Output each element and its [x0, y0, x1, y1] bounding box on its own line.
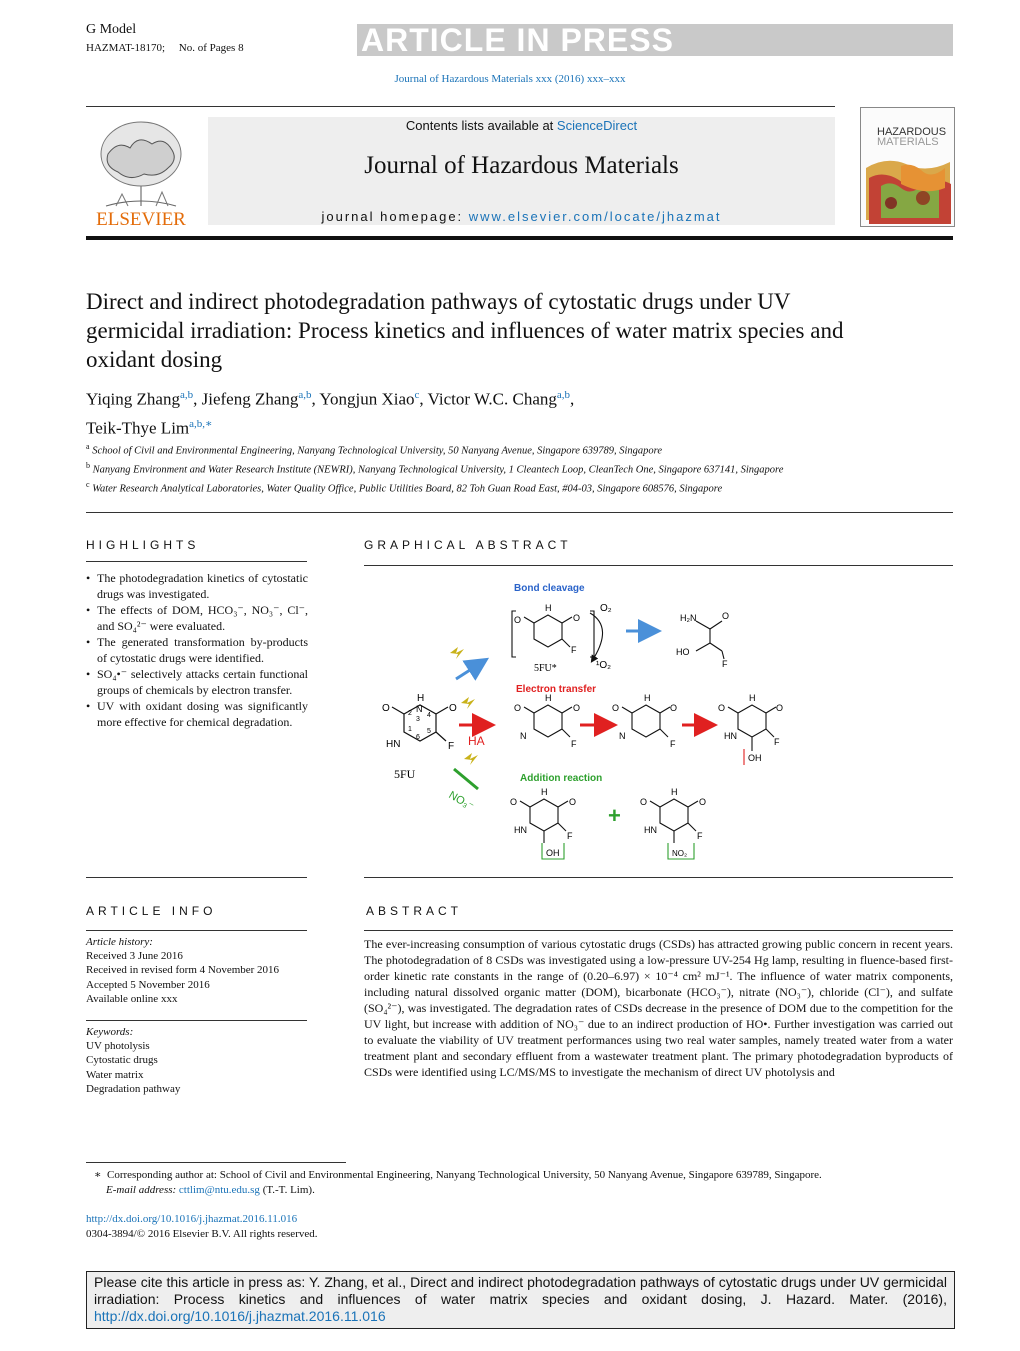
author-affiliation-mark[interactable]: a,b,∗: [189, 417, 213, 430]
uv-lightning-icon: [464, 753, 478, 765]
footnote-star: ∗: [94, 1169, 102, 1181]
atom-label: O: [612, 703, 620, 713]
publisher-name: ELSEVIER: [96, 209, 186, 230]
history-item: Available online xxx: [86, 992, 178, 1005]
graphical-abstract-rule: [364, 565, 953, 566]
atom-label: F: [448, 741, 455, 752]
atom-label: O: [449, 703, 457, 714]
abstract-text: The ever-increasing consumption of various cytostatic drugs (CSDs) has attracted growing public concern in recent years. The photodegradation of 8 CSDs was investigated using a low-pressure UV-254 Hg lamp, resulting in fluence-based first-order kinetic rate constants in the range of (0.20–6.97) × 10⁻⁴ cm² mJ⁻¹. The influence of water matrix components, including natural dissolved organic matter (DOM), bicarbonate (HCO₃⁻), nitrate (NO₃⁻), chloride (Cl⁻), and sulfate (SO₄²⁻), was investigated. The degradation rates of CSDs decrease in the presence of DOM due to the competition for the UV light, but increase with addition of NO₃⁻ due to an indirect production of HO•. Further investigation was carried out to evaluate the viability of UV treatment performances using two real water samples, namely treated water from a water treatment plant and secondary effluent from a wastewater treatment plant. The primary photodegradation byproducts of CSDs were identified using LC/MS/MS to investigate the mechanism of direct UV photolysis and: [364, 937, 953, 1079]
email-label: E-mail address:: [106, 1183, 177, 1196]
atom-label: H: [671, 787, 678, 797]
citation-text: Please cite this article in press as: Y. Zhang, et al., Direct and indirect photodegradation pathways of cytostatic drugs under UV germicidal irradiation: Process kinetics and influences of water matrix species and oxidant dosing, J. Hazard. Mater. (2016),: [94, 1274, 947, 1307]
g-model-label: G Model: [86, 22, 137, 37]
graphical-abstract-bottom-rule: [364, 877, 953, 878]
atom-label: H: [545, 603, 552, 613]
group-label: NO₂: [672, 849, 688, 858]
cover-title-1: HAZARDOUS: [877, 126, 947, 138]
molecule-radical-intermediate: [622, 705, 670, 737]
graphical-abstract-figure[interactable]: [364, 571, 953, 871]
uv-lightning-icon: [461, 697, 475, 709]
title-block-divider: [86, 512, 953, 513]
atom-label: HN: [644, 825, 657, 835]
molecule-cleavage-product: [696, 621, 724, 659]
oxygen-label: O₂: [600, 603, 612, 614]
keyword: UV photolysis: [86, 1040, 150, 1053]
history-label: Article history:: [86, 936, 153, 948]
header-divider: [86, 106, 835, 107]
reaction-scheme: [364, 571, 953, 871]
homepage-link[interactable]: www.elsevier.com/locate/jhazmat: [468, 209, 722, 224]
atom-label: H: [417, 693, 425, 704]
keywords-rule: [86, 1020, 307, 1021]
atom-label: F: [774, 737, 780, 747]
abstract-heading: ABSTRACT: [366, 904, 463, 918]
history-item: Accepted 5 November 2016: [86, 978, 210, 991]
affiliation-mark: a: [86, 442, 90, 451]
atom-label: O: [776, 703, 784, 713]
author-name[interactable]: Jiefeng Zhang: [201, 389, 299, 409]
atom-label: HN: [514, 825, 527, 835]
page-count: No. of Pages 8: [178, 42, 244, 54]
keyword: Cytostatic drugs: [86, 1054, 158, 1067]
affiliation-b: [86, 459, 846, 478]
electron-transfer-label: Electron transfer: [516, 684, 597, 695]
affiliations: [86, 440, 846, 497]
atom-label: O: [514, 615, 522, 625]
atom-label: H₂N: [680, 613, 697, 623]
highlights-bottom-rule: [86, 877, 307, 878]
cover-title-2: MATERIALS: [877, 136, 939, 148]
article-in-press-banner: [357, 24, 953, 56]
highlight-item: • The generated transformation by-products of cytostatic drugs were identified.: [86, 634, 308, 666]
atom-label: H: [545, 693, 552, 703]
atom-label: O: [382, 703, 390, 714]
elsevier-tree-icon: [86, 114, 196, 230]
author-affiliation-mark[interactable]: a,b: [556, 389, 571, 401]
citation-doi-link[interactable]: http://dx.doi.org/10.1016/j.jhazmat.2016.11.016: [94, 1308, 386, 1324]
ring-number: 2: [408, 710, 412, 717]
affiliation-mark: c: [86, 480, 90, 489]
homepage-prefix: journal homepage:: [321, 209, 469, 224]
affiliation-a: [86, 440, 846, 459]
atom-label: H: [749, 693, 756, 703]
atom-label: O: [573, 613, 581, 623]
group-label: OH: [748, 753, 762, 763]
sciencedirect-link[interactable]: ScienceDirect: [556, 118, 638, 133]
elsevier-logo[interactable]: [86, 114, 196, 230]
molecule-oh-adduct: [520, 799, 568, 859]
email-line: [86, 1183, 953, 1198]
doi-link[interactable]: http://dx.doi.org/10.1016/j.jhazmat.2016.11.016: [86, 1213, 298, 1225]
atom-label: O: [514, 703, 522, 713]
ring-number: 6: [416, 734, 420, 741]
ha-label: HA: [468, 734, 485, 748]
nitrate-label: NO₃⁻: [446, 789, 476, 813]
contents-line: [208, 118, 835, 133]
corresponding-author-footnote: [86, 1168, 953, 1197]
journal-cover-thumbnail[interactable]: [860, 107, 955, 227]
ring-number: 3: [416, 716, 420, 723]
atom-label: F: [571, 739, 577, 749]
atom-label: O: [573, 703, 581, 713]
author-separator: ,: [311, 389, 320, 409]
manuscript-code: [86, 42, 244, 54]
author-separator: ,: [193, 389, 202, 409]
uv-lightning-icon: [450, 647, 464, 659]
ring-number: 1: [408, 726, 412, 733]
atom-label: O: [510, 797, 518, 807]
corresponding-text: Corresponding author at: School of Civil and Environmental Engineering, Nanyang Technological University, 50 Nanyang Avenue, Singapore 639789, Singapore.: [106, 1169, 822, 1181]
author-affiliation-mark[interactable]: c: [414, 389, 420, 401]
paper-title: Direct and indirect photodegradation pathways of cytostatic drugs under UV germicidal irradiation: Process kinetics and influences of water matrix species and oxidant dosing: [86, 289, 844, 372]
molecule-5fu-excited: [512, 611, 603, 661]
atom-label: F: [571, 645, 577, 655]
contents-prefix: Contents lists available at: [405, 118, 557, 133]
highlight-item: • SO₄•⁻ selectively attacks certain functional groups of chemicals by electron transfer.: [86, 666, 308, 698]
cover-art-icon: [861, 108, 954, 226]
masthead-bottom-rule: [86, 236, 953, 240]
uv-arrow-direct: [456, 661, 484, 679]
author-name[interactable]: Yongjun Xiao: [319, 389, 415, 409]
highlights-rule: [86, 561, 307, 562]
atom-label: F: [697, 831, 703, 841]
atom-label: O: [670, 703, 678, 713]
author-name[interactable]: Yiqing Zhang: [86, 389, 180, 409]
affiliation-text: Water Research Analytical Laboratories, Water Quality Office, Public Utilities Board, 82 Toh Guan Road East, #04-03, Singapore 608576, Singapore: [92, 483, 723, 495]
author-separator: ,: [570, 389, 575, 409]
atom-label: O: [699, 797, 707, 807]
ring-number: 4: [427, 712, 431, 719]
bond-cleavage-label: Bond cleavage: [514, 583, 585, 594]
affiliation-text: Nanyang Environment and Water Research Institute (NEWRI), Nanyang Technological University, 1 Cleantech Loop, CleanTech One, Singapore 637141, Singapore: [92, 464, 784, 476]
author-name[interactable]: Teik-Thye Lim: [86, 418, 190, 438]
history-item: Received 3 June 2016: [86, 950, 183, 963]
atom-label: F: [567, 831, 573, 841]
article-history: [86, 935, 307, 1006]
graphical-abstract-heading: GRAPHICAL ABSTRACT: [364, 538, 572, 552]
singlet-oxygen-label: ¹O₂: [596, 660, 611, 671]
hazmat-code: HAZMAT-18170;: [86, 42, 166, 54]
nitrate-arrow: [454, 769, 478, 789]
atom-label: H: [541, 787, 548, 797]
article-info-rule: [86, 930, 307, 931]
addition-reaction-label: Addition reaction: [520, 773, 603, 784]
atom-label: HN: [724, 731, 737, 741]
keywords: [86, 1025, 307, 1096]
article-in-press-text: ARTICLE IN PRESS: [361, 22, 674, 58]
article-info-heading: ARTICLE INFO: [86, 904, 217, 918]
plus-sign: +: [608, 803, 621, 828]
atom-label: F: [722, 659, 728, 669]
ring-number: 5: [427, 728, 431, 735]
atom-label: O: [640, 797, 648, 807]
history-item: Received in revised form 4 November 2016: [86, 964, 280, 977]
atom-label: O: [722, 611, 730, 621]
5fu-excited-label: 5FU*: [534, 663, 557, 674]
atom-label: N: [619, 731, 626, 741]
atom-label: F: [670, 739, 676, 749]
highlights-list: [86, 570, 308, 730]
author-list: [86, 383, 946, 440]
keyword: Degradation pathway: [86, 1082, 181, 1095]
atom-label: O: [569, 797, 577, 807]
journal-homepage: [208, 209, 835, 224]
footnote-rule: [86, 1162, 346, 1163]
journal-title: Journal of Hazardous Materials: [364, 152, 679, 179]
highlight-item: • UV with oxidant dosing was significantly more effective for chemical degradation.: [86, 698, 308, 730]
author-separator: ,: [419, 389, 428, 409]
author-affiliation-mark[interactable]: a,b: [179, 389, 194, 401]
atom-label: N: [416, 704, 423, 714]
issn-copyright: 0304-3894/© 2016 Elsevier B.V. All rights reserved.: [86, 1227, 318, 1240]
abstract-rule: [364, 930, 953, 931]
affiliation-mark: b: [86, 461, 90, 470]
atom-label: N: [520, 731, 527, 741]
atom-label: O: [718, 703, 726, 713]
highlight-item: • The effects of DOM, HCO₃⁻, NO₃⁻, Cl⁻, and SO₄²⁻ were evaluated.: [86, 602, 308, 634]
email-suffix: (T.-T. Lim).: [262, 1183, 315, 1196]
doi-block: [86, 1212, 318, 1241]
group-label: OH: [546, 848, 560, 858]
highlight-item: • The photodegradation kinetics of cytostatic drugs was investigated.: [86, 570, 308, 602]
affiliation-text: School of Civil and Environmental Engineering, Nanyang Technological University, 50 Nanyang Avenue, Singapore 639789, Singapore: [92, 445, 663, 457]
keyword: Water matrix: [86, 1068, 144, 1081]
email-link[interactable]: cttlim@ntu.edu.sg: [178, 1183, 260, 1196]
author-affiliation-mark[interactable]: a,b: [298, 389, 312, 401]
journal-reference-link[interactable]: Journal of Hazardous Materials xxx (2016) xxx–xxx: [394, 73, 626, 85]
corresponding-line: [86, 1168, 953, 1183]
atom-label: H: [644, 693, 651, 703]
atom-label: HO: [676, 647, 690, 657]
keywords-label: Keywords:: [86, 1026, 134, 1038]
author-name[interactable]: Victor W.C. Chang: [427, 389, 557, 409]
highlights-heading: HIGHLIGHTS: [86, 538, 200, 552]
affiliation-c: [86, 478, 846, 497]
citation-box: [86, 1271, 955, 1329]
atom-label: HN: [386, 739, 401, 750]
5fu-label: 5FU: [394, 767, 416, 781]
molecule-radical-cation: [524, 705, 572, 737]
